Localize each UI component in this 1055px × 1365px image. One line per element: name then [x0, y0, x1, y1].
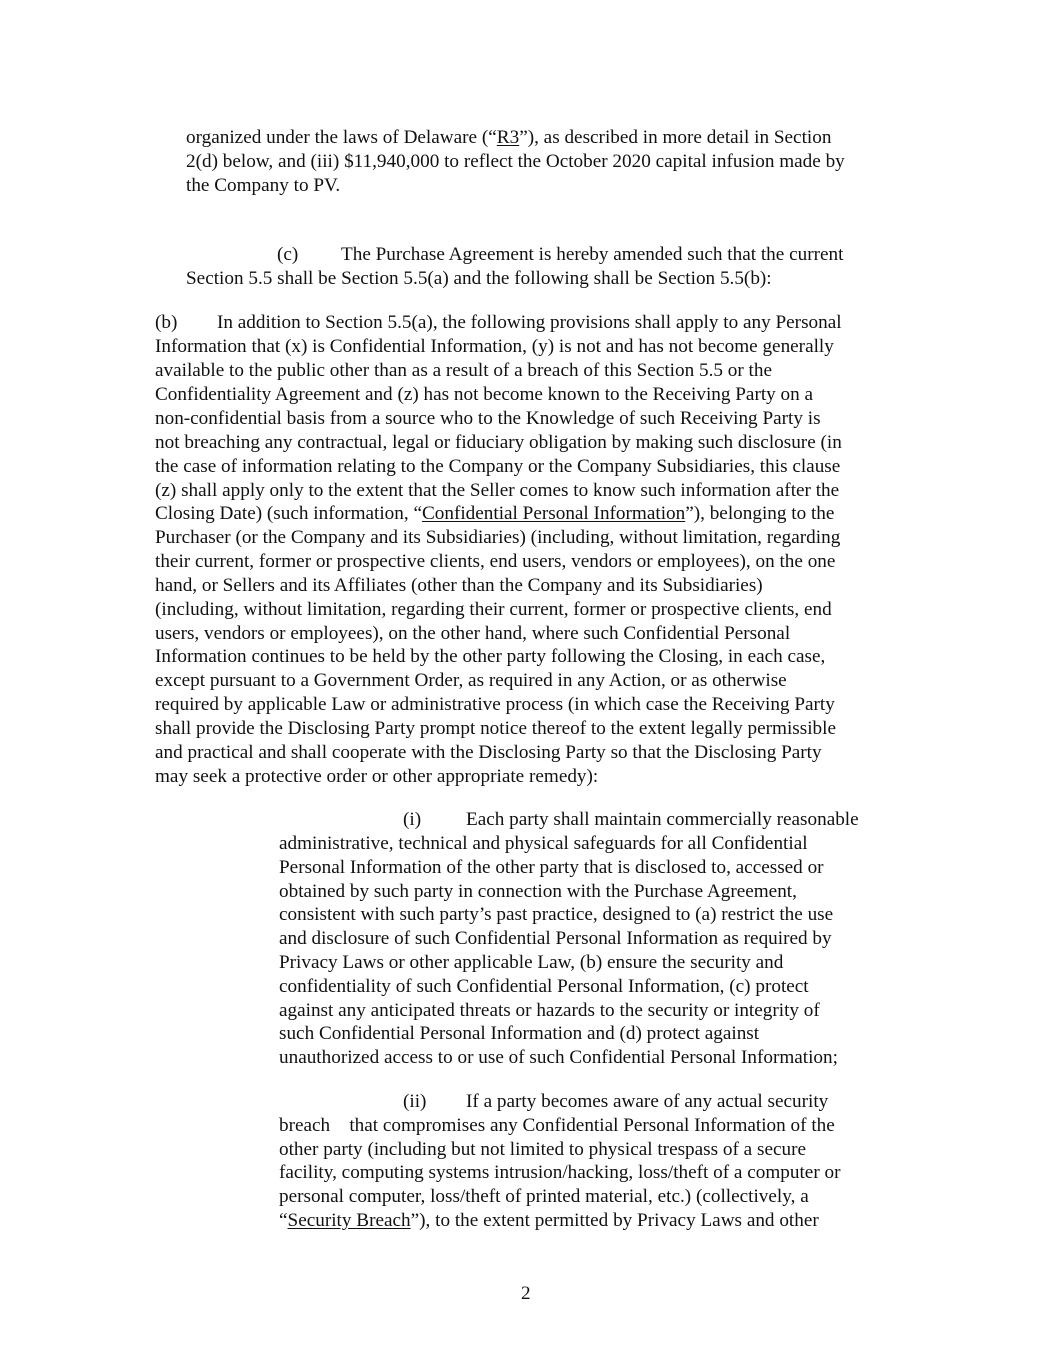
paragraph-line: confidentiality of such Confidential Personal Information, (c) protect [279, 976, 809, 997]
defined-term-r3: R3 [496, 127, 520, 148]
paragraph-line: not breaching any contractual, legal or fiduciary obligation by making such disclosure (in [155, 432, 842, 453]
text-run: Closing Date) (such information, “ [155, 503, 422, 524]
paragraph-line: users, vendors or employees), on the other hand, where such Confidential Personal [155, 623, 791, 644]
paragraph-line: except pursuant to a Government Order, as required in any Action, or as otherwise [155, 670, 787, 691]
section-label-c: (c) [277, 244, 299, 265]
paragraph-line: (z) shall apply only to the extent that the Seller comes to know such information after the [155, 480, 840, 501]
paragraph-line: Information continues to be held by the other party following the Closing, in each case, [155, 646, 826, 667]
paragraph-line: such Confidential Personal Information and (d) protect against [279, 1023, 760, 1044]
paragraph-line: hand, or Sellers and its Affiliates (other than the Company and its Subsidiaries) [155, 575, 763, 596]
section-label-b: (b) [155, 312, 178, 333]
paragraph-line: In addition to Section 5.5(a), the following provisions shall apply to any Personal [217, 312, 842, 333]
paragraph-line [186, 126, 831, 150]
paragraph-line: personal computer, loss/theft of printed material, etc.) (collectively, a [279, 1186, 809, 1207]
defined-term-confidential-personal-information: Confidential Personal Information [421, 503, 686, 524]
paragraph-line: non-confidential basis from a source who to the Knowledge of such Receiving Party is [155, 408, 821, 429]
page-number: 2 [521, 1283, 531, 1304]
text-run: ”), to the extent permitted by Privacy Laws and other [410, 1210, 819, 1231]
paragraph-line: may seek a protective order or other appropriate remedy): [155, 766, 599, 787]
paragraph-line [279, 1209, 819, 1233]
paragraph-line: shall provide the Disclosing Party prompt notice thereof to the extent legally permissible [155, 718, 836, 739]
text-run: organized under the laws of Delaware (“ [186, 127, 497, 148]
paragraph-line: 2(d) below, and (iii) $11,940,000 to reflect the October 2020 capital infusion made by [186, 151, 845, 172]
paragraph-line: Confidentiality Agreement and (z) has not become known to the Receiving Party on a [155, 384, 814, 405]
paragraph-line: Information that (x) is Confidential Information, (y) is not and has not become generally [155, 336, 834, 357]
paragraph-line: (including, without limitation, regarding their current, former or prospective clients, end [155, 599, 832, 620]
paragraph-line: consistent with such party’s past practice, designed to (a) restrict the use [279, 904, 834, 925]
paragraph-line: and practical and shall cooperate with the Disclosing Party so that the Disclosing Party [155, 742, 822, 763]
paragraph-line: available to the public other than as a result of a breach of this Section 5.5 or the [155, 360, 772, 381]
section-label-ii: (ii) [403, 1091, 427, 1112]
text-run: “ [279, 1210, 288, 1231]
defined-term-security-breach: Security Breach [287, 1210, 411, 1231]
paragraph-line: The Purchase Agreement is hereby amended such that the current [341, 244, 844, 265]
section-label-i: (i) [403, 809, 422, 830]
paragraph-line: facility, computing systems intrusion/hacking, loss/theft of a computer or [279, 1162, 841, 1183]
paragraph-line: the Company to PV. [186, 175, 341, 196]
paragraph-line: Purchaser (or the Company and its Subsidiaries) (including, without limitation, regarding [155, 527, 841, 548]
paragraph-line: If a party becomes aware of any actual security [466, 1091, 829, 1112]
paragraph-line: the case of information relating to the Company or the Company Subsidiaries, this clause [155, 456, 841, 477]
paragraph-line: and disclosure of such Confidential Personal Information as required by [279, 928, 832, 949]
paragraph-line: their current, former or prospective clients, end users, vendors or employees), on the one [155, 551, 836, 572]
paragraph-line: obtained by such party in connection with the Purchase Agreement, [279, 881, 797, 902]
paragraph-line: required by applicable Law or administrative process (in which case the Receiving Party [155, 694, 835, 715]
paragraph-line: Each party shall maintain commercially reasonable [466, 809, 859, 830]
text-run: ”), as described in more detail in Section [519, 127, 832, 148]
paragraph-line: breach that compromises any Confidential Personal Information of the [279, 1115, 835, 1136]
paragraph-line: administrative, technical and physical safeguards for all Confidential [279, 833, 808, 854]
paragraph-line: Privacy Laws or other applicable Law, (b) ensure the security and [279, 952, 784, 973]
paragraph-line: against any anticipated threats or hazards to the security or integrity of [279, 1000, 820, 1021]
paragraph-line: Section 5.5 shall be Section 5.5(a) and the following shall be Section 5.5(b): [186, 268, 772, 289]
text-run: ”), belonging to the [685, 503, 835, 524]
paragraph-line: Personal Information of the other party that is disclosed to, accessed or [279, 857, 824, 878]
paragraph-line [155, 502, 834, 526]
paragraph-line: unauthorized access to or use of such Confidential Personal Information; [279, 1047, 838, 1068]
paragraph-line: other party (including but not limited to physical trespass of a secure [279, 1139, 806, 1160]
